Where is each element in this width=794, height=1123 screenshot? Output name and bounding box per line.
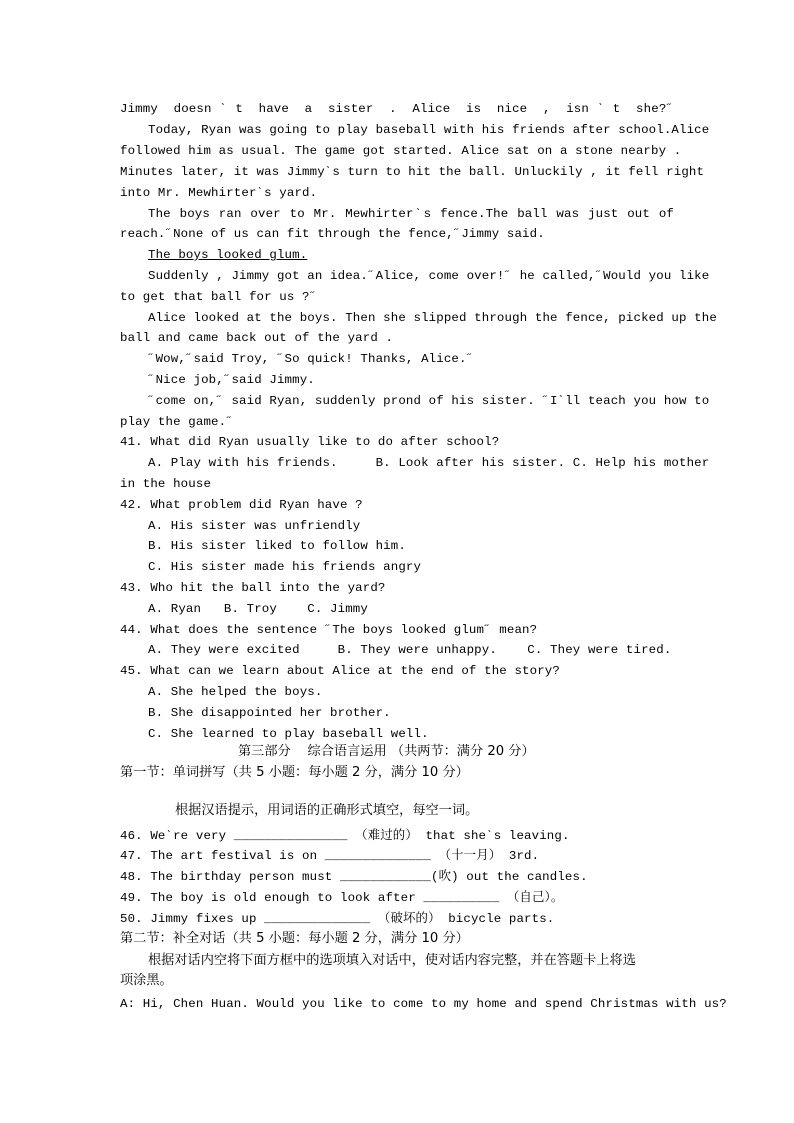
question-41-options-cont: in the house bbox=[120, 477, 212, 491]
question-48: 48. The birthday person must ____________(吹) out the candles. bbox=[120, 870, 588, 884]
passage-line: Alice looked at the boys. Then she slipped through the fence, picked up the bbox=[148, 311, 717, 325]
question-46: 46. Weˋre very _______________ （难过的） that sheˋs leaving. bbox=[120, 829, 570, 843]
section2-heading: 第二节：补全对话（共 5 小题：每小题 2 分，满分 10 分） bbox=[120, 931, 469, 946]
passage-line: to get that ball for us ?˝ bbox=[120, 290, 318, 304]
question-44-options: A. They were excited B. They were unhappy. C. They were tired. bbox=[148, 643, 672, 657]
passage-line: ˝Wow,˝said Troy, ˝So quick! Thanks, Alice.˝ bbox=[148, 352, 475, 366]
passage-line: ˝Nice job,˝said Jimmy. bbox=[148, 373, 315, 387]
section1-instruction: 根据汉语提示，用词语的正确形式填空，每空一词。 bbox=[175, 803, 479, 818]
question-42-option-c: C. His sister made his friends angry bbox=[148, 560, 422, 574]
passage-line: Today, Ryan was going to play baseball with his friends after school.Alice bbox=[148, 123, 710, 137]
section1-heading: 第一节：单词拼写（共 5 小题：每小题 2 分，满分 10 分） bbox=[120, 765, 469, 780]
passage-line: ˝come on,˝ said Ryan, suddenly prond of his sister. ˝Iˋll teach you how to bbox=[148, 394, 710, 408]
part3-title: 第三部分 综合语言运用 （共两节：满分 20 分） bbox=[238, 744, 535, 759]
passage-line: into Mr. Mewhirterˋs yard. bbox=[120, 186, 318, 200]
passage-line: The boys ran over to Mr. Mewhirterˋs fence.The ball was just out of bbox=[148, 207, 674, 221]
passage-line: reach.˝None of us can fit through the fence,˝Jimmy said. bbox=[120, 227, 545, 241]
passage-line: play the game.˝ bbox=[120, 415, 234, 429]
question-42-option-b: B. His sister liked to follow him. bbox=[148, 539, 406, 553]
question-43-options: A. Ryan B. Troy C. Jimmy bbox=[148, 602, 368, 616]
question-45-option-a: A. She helped the boys. bbox=[148, 685, 323, 699]
question-49: 49. The boy is old enough to look after __________ （自己）。 bbox=[120, 891, 564, 905]
underlined-sentence: The boys looked glum. bbox=[148, 248, 308, 262]
passage-line: Suddenly , Jimmy got an idea.˝Alice, come over!˝ he called,˝Would you like bbox=[148, 269, 710, 283]
question-41: 41. What did Ryan usually like to do after school? bbox=[120, 435, 500, 449]
passage-line: followed him as usual. The game got started. Alice sat on a stone nearby . bbox=[120, 144, 682, 158]
passage-line: ball and came back out of the yard . bbox=[120, 331, 394, 345]
section2-instruction: 根据对话内空将下面方框中的选项填入对话中，使对话内容完整，并在答题卡上将选 bbox=[148, 953, 636, 968]
question-43: 43. Who hit the ball into the yard? bbox=[120, 581, 386, 595]
passage-line: Jimmy doesnˋt have a sister . Alice is nice , isnˋt she?˝ bbox=[120, 102, 674, 116]
passage-line: Minutes later, it was Jimmyˋs turn to hit the ball. Unluckily , it fell right bbox=[120, 165, 705, 179]
dialogue-line-a: A: Hi, Chen Huan. Would you like to come to my home and spend Christmas with us? bbox=[120, 997, 727, 1011]
question-47: 47. The art festival is on ______________ （十一月） 3rd. bbox=[120, 849, 540, 863]
section2-instruction-cont: 项涂黑。 bbox=[120, 973, 173, 988]
question-42: 42. What problem did Ryan have ? bbox=[120, 498, 363, 512]
question-50: 50. Jimmy fixes up ______________ （破坏的） bicycle parts. bbox=[120, 912, 555, 926]
question-41-options: A. Play with his friends. B. Look after his sister. C. Help his mother bbox=[148, 456, 710, 470]
question-45-option-c: C. She learned to play baseball well. bbox=[148, 727, 429, 741]
question-42-option-a: A. His sister was unfriendly bbox=[148, 519, 361, 533]
question-45: 45. What can we learn about Alice at the end of the story? bbox=[120, 664, 560, 678]
question-44: 44. What does the sentence ˝The boys looked glum˝ mean? bbox=[120, 623, 538, 637]
question-45-option-b: B. She disappointed her brother. bbox=[148, 706, 391, 720]
